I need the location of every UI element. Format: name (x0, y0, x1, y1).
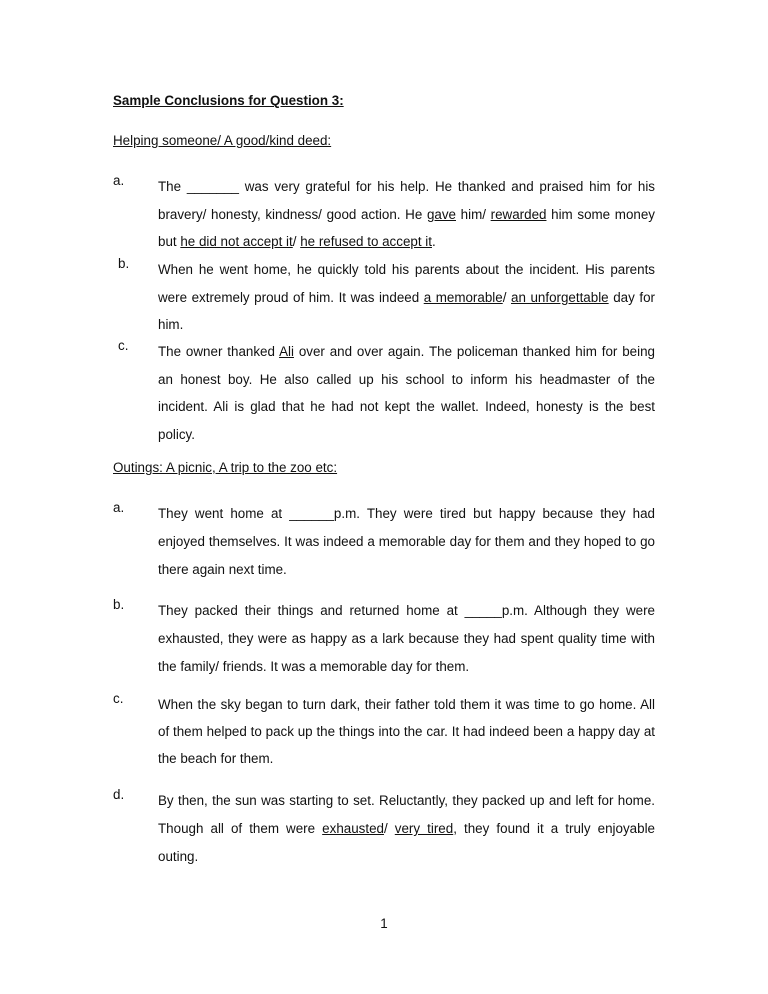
text-run: By then, the sun was starting to set. Reluctantly, they packed up and left for home. Though all of them were (158, 793, 655, 836)
list-item (158, 787, 655, 871)
text-run: day for him. (158, 289, 655, 332)
list-item (158, 256, 655, 339)
item-marker: c. (113, 691, 124, 706)
text-run: When the sky began to turn dark, their father told them it was time to go home. All of them helped to pack up the things into the car. It had indeed been a happy day at the beach for them. (158, 697, 655, 766)
underlined-phrase: a memorable (423, 289, 503, 305)
text-run: over and over again. The policeman thanked him for being an honest boy. He also called up his school to inform his headmaster of the incident. Ali is glad that he had not kept the wallet. Indeed, honesty is the best policy. (158, 344, 655, 442)
item-marker: b. (118, 256, 130, 271)
text-run: . (431, 234, 436, 249)
list-item (158, 338, 655, 448)
item-marker: d. (113, 787, 125, 802)
text-run: When he went home, he quickly told his parents about the incident. His parents were extremely proud of him. It was indeed (158, 262, 655, 305)
text-run: The owner thanked (158, 344, 280, 359)
text-run: / (502, 289, 511, 305)
text-run: The _______ was very grateful for his help. He thanked and praised him for his bravery/ honesty, kindness/ good action. He (158, 179, 655, 222)
text-run: / (292, 234, 301, 249)
underlined-phrase: exhausted (322, 821, 384, 836)
page-number: 1 (380, 916, 388, 931)
underlined-phrase: he refused to accept it (300, 234, 432, 249)
item-marker: b. (113, 597, 125, 612)
item-marker: a. (113, 500, 125, 515)
item-marker: c. (118, 338, 129, 353)
item-marker: a. (113, 173, 125, 188)
text-run: him some money but (158, 206, 655, 249)
text-run: / (383, 821, 395, 836)
list-item (158, 691, 655, 772)
underlined-phrase: very tired (394, 821, 454, 836)
text-run: , they found it a truly enjoyable outing. (158, 821, 655, 864)
underlined-phrase: Ali (279, 344, 294, 359)
list-item (158, 597, 655, 681)
page-title: Sample Conclusions for Question 3: (113, 93, 344, 108)
underlined-phrase: rewarded (490, 206, 547, 222)
text-run: him/ (456, 206, 491, 222)
section-heading-helping: Helping someone/ A good/kind deed: (113, 133, 332, 148)
list-item (158, 500, 655, 584)
text-run: They packed their things and returned home at _____p.m. Although they were exhausted, they were as happy as a lark because they had spent quality time with the family/ friends. It was a memorable day for them. (158, 603, 655, 674)
text-run: They went home at ______p.m. They were tired but happy because they had enjoyed themselves. It was indeed a memorable day for them and they hoped to go there again next time. (158, 506, 655, 577)
list-item (158, 173, 655, 256)
underlined-phrase: gave (426, 206, 456, 222)
underlined-phrase: he did not accept it (180, 234, 293, 249)
underlined-phrase: an unforgettable (511, 289, 609, 305)
section-heading-outings: Outings: A picnic, A trip to the zoo etc: (113, 460, 338, 475)
